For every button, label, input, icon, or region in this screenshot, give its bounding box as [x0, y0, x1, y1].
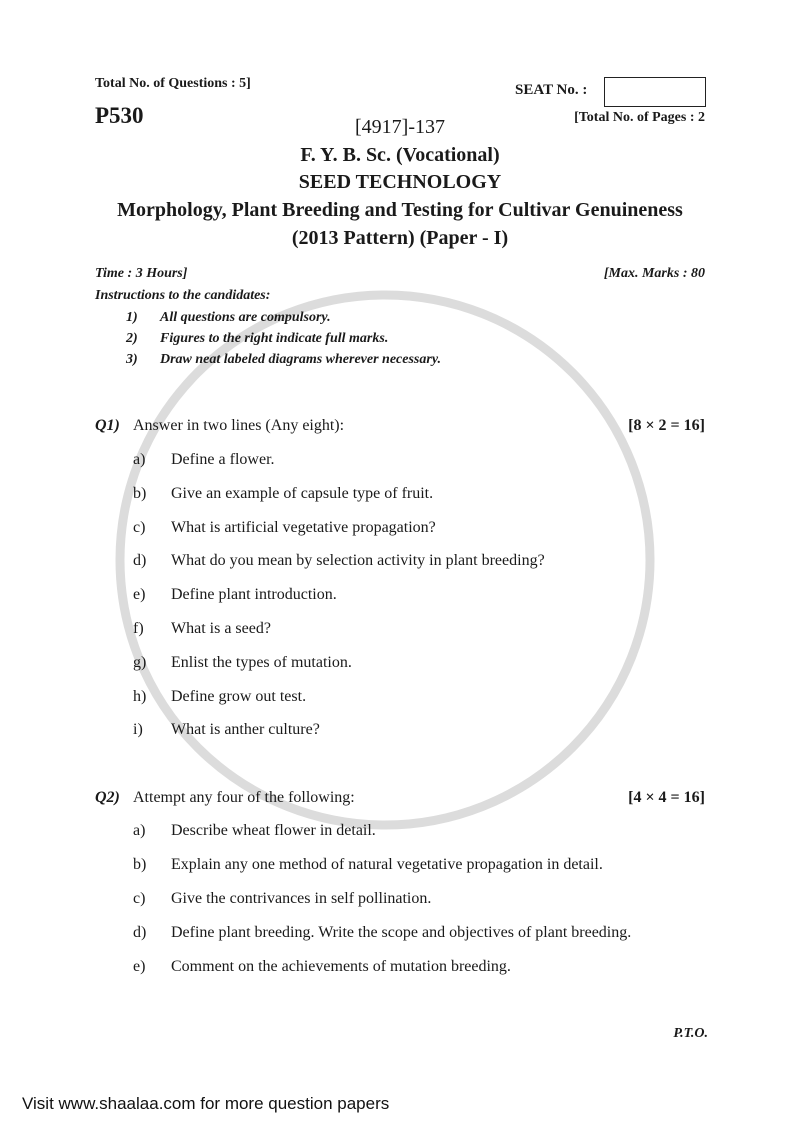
sub-question-label: f) — [133, 620, 144, 637]
seat-label: SEAT No. : — [515, 82, 588, 98]
sub-question-label: e) — [133, 958, 146, 975]
instruction-number: 3) — [126, 352, 138, 367]
question-marks: [8 × 2 = 16] — [628, 417, 705, 434]
instruction-number: 1) — [126, 310, 138, 325]
sub-question-text: What is anther culture? — [171, 721, 320, 739]
sub-question-text: What is artificial vegetative propagation? — [171, 518, 436, 536]
sub-question-text: Give an example of capsule type of fruit. — [171, 484, 434, 502]
sub-question-text: Comment on the achievements of mutation breeding. — [171, 958, 511, 975]
pattern: (2013 Pattern) (Paper - I) — [291, 227, 509, 249]
sub-question-text: Define plant introduction. — [171, 586, 337, 604]
instructions-title: Instructions to the candidates: — [95, 288, 271, 303]
total-pages: [Total No. of Pages : 2 — [574, 110, 705, 125]
sub-question-text: Define a flower. — [171, 451, 275, 468]
pto-label: P.T.O. — [673, 1026, 708, 1041]
sub-question-label: b) — [133, 484, 147, 502]
sub-question-label: d) — [133, 924, 147, 941]
sub-question-label: e) — [133, 586, 146, 604]
sub-question-label: c) — [133, 890, 146, 907]
question-marks: [4 × 4 = 16] — [628, 789, 705, 806]
paper-title: Morphology, Plant Breeding and Testing for Cultivar Genuineness — [117, 199, 683, 221]
sub-question-text: What do you mean by selection activity in plant breeding? — [171, 552, 545, 570]
footer-link-text: Visit www.shaalaa.com for more question papers — [22, 1094, 390, 1113]
subject-title: SEED TECHNOLOGY — [298, 171, 502, 193]
sub-question-text: Define plant breeding. Write the scope and objectives of plant breeding. — [171, 924, 632, 941]
instruction-number: 2) — [126, 331, 138, 346]
sub-question-text: Explain any one method of natural vegetative propagation in detail. — [171, 856, 603, 873]
sub-question-text: Enlist the types of mutation. — [171, 653, 352, 671]
question-number: Q2) — [95, 789, 120, 806]
course-title: F. Y. B. Sc. (Vocational) — [300, 144, 500, 166]
instruction-text: All questions are compulsory. — [160, 310, 331, 325]
sub-question-text: Give the contrivances in self pollination. — [171, 890, 432, 907]
time-allowed: Time : 3 Hours] — [95, 266, 188, 281]
seat-number-box — [604, 77, 706, 107]
sub-question-text: Define grow out test. — [171, 687, 307, 705]
sub-question-label: a) — [133, 451, 146, 468]
sub-question-text: What is a seed? — [171, 620, 271, 637]
total-questions: Total No. of Questions : 5] — [95, 76, 251, 91]
sub-question-label: d) — [133, 552, 147, 570]
question-prompt: Answer in two lines (Any eight): — [133, 417, 345, 434]
instruction-text: Figures to the right indicate full marks. — [160, 331, 389, 346]
sub-question-label: a) — [133, 822, 146, 839]
question-number: Q1) — [95, 417, 120, 434]
exam-code: [4917]-137 — [355, 116, 445, 138]
paper-code: P530 — [95, 103, 144, 128]
instruction-text: Draw neat labeled diagrams wherever necessary. — [160, 352, 442, 367]
sub-question-text: Describe wheat flower in detail. — [171, 822, 376, 839]
sub-question-label: b) — [133, 856, 147, 873]
max-marks: [Max. Marks : 80 — [603, 266, 705, 281]
sub-question-label: h) — [133, 687, 147, 705]
question-prompt: Attempt any four of the following: — [133, 789, 355, 806]
sub-question-label: g) — [133, 653, 147, 671]
sub-question-label: i) — [133, 721, 143, 739]
sub-question-label: c) — [133, 518, 146, 536]
